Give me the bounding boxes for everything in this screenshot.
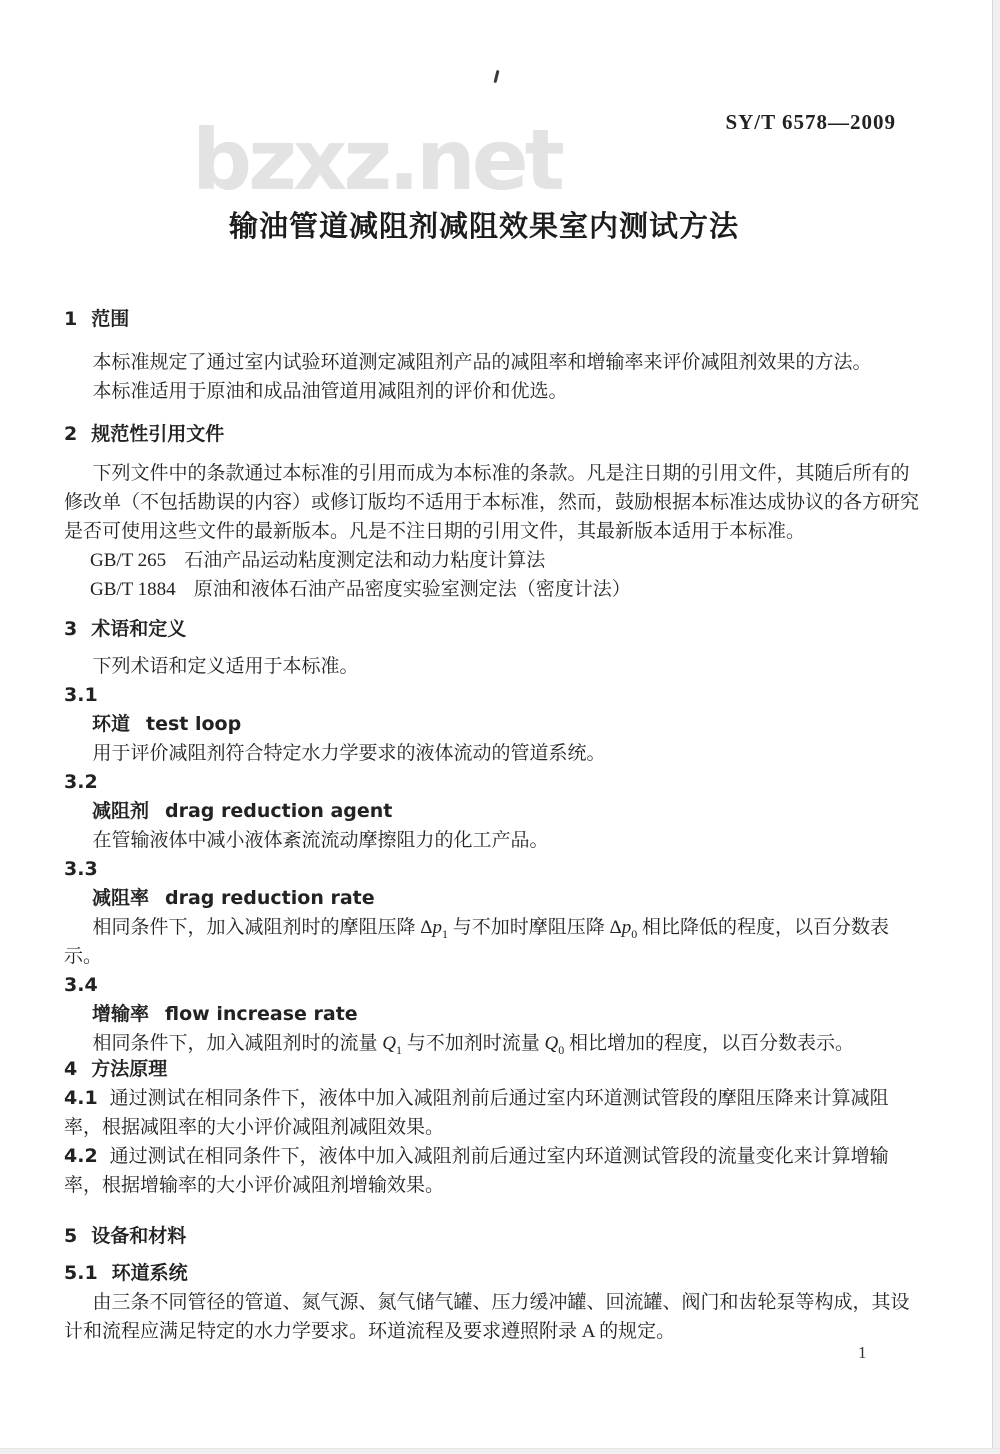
variable-symbol: Q xyxy=(544,1033,559,1054)
term-definition: 用于评价减阻剂符合特定水力学要求的液体流动的管道系统。 xyxy=(92,743,606,764)
paragraph: 本标准适用于原油和成品油管道用减阻剂的评价和优选。 xyxy=(92,381,568,402)
definition-text: 相同条件下，加入减阻剂时的流量 xyxy=(92,1033,383,1054)
subsection-heading-label: 环道系统 xyxy=(111,1262,188,1284)
subscript: 1 xyxy=(441,926,448,941)
term-definition xyxy=(64,1029,926,1058)
variable-symbol: p xyxy=(621,917,632,938)
term-number: 3.2 xyxy=(64,771,98,793)
clause-text: 通过测试在相同条件下，液体中加入减阻剂前后通过室内环道测试管段的摩阻压降来计算减阻率，根据减阻率的大小评价减阻剂减阻效果。 xyxy=(64,1088,889,1138)
page-title: 输油管道减阻剂减阻效果室内测试方法 xyxy=(228,209,739,243)
term-title xyxy=(64,884,926,913)
definition-text: 与不加时摩阻压降 Δ xyxy=(447,917,622,938)
subscript: 0 xyxy=(558,1042,565,1057)
scan-edge-bottom xyxy=(0,1448,1000,1454)
variable-symbol: Q xyxy=(382,1033,396,1054)
term-en: flow increase rate xyxy=(165,1003,358,1025)
reference-title: 原油和液体石油产品密度实验室测定法（密度计法） xyxy=(193,579,631,600)
subscript: 1 xyxy=(396,1042,402,1057)
subsection-number: 5.1 xyxy=(64,1262,98,1284)
term-zh: 减阻剂 xyxy=(92,800,150,822)
section-heading xyxy=(64,420,926,449)
section-heading xyxy=(64,1055,926,1084)
clause-number: 4.2 xyxy=(64,1145,98,1167)
term-definition xyxy=(64,913,926,971)
term-zh: 减阻率 xyxy=(92,887,150,909)
section-number: 5 xyxy=(64,1225,78,1247)
section-references xyxy=(64,420,926,604)
term-item xyxy=(64,768,926,855)
subscript: 0 xyxy=(631,926,638,941)
reference-item xyxy=(64,575,926,604)
section-heading xyxy=(64,615,926,644)
term-en: drag reduction rate xyxy=(165,887,375,909)
term-definition: 在管输液体中减小液体紊流流动摩擦阻力的化工产品。 xyxy=(92,830,549,851)
term-en: drag reduction agent xyxy=(165,800,393,822)
reference-code: GB/T 1884 xyxy=(90,579,176,600)
definition-text: 相同条件下，加入减阻剂时的摩阻压降 Δ xyxy=(92,917,433,938)
clause-text: 通过测试在相同条件下，液体中加入减阻剂前后通过室内环道测试管段的流量变化来计算增输率，根据增输率的大小评价减阻剂增输效果。 xyxy=(64,1146,889,1196)
term-number: 3.1 xyxy=(64,684,98,706)
section-equipment xyxy=(64,1222,926,1346)
section-principle xyxy=(64,1055,926,1200)
term-zh: 增输率 xyxy=(92,1003,150,1025)
section-terms xyxy=(64,615,926,1058)
definition-text: 与不加剂时流量 xyxy=(402,1033,545,1054)
term-number: 3.3 xyxy=(64,858,98,880)
section-heading xyxy=(64,1222,926,1251)
standard-code: SY/T 6578—2009 xyxy=(725,110,896,134)
stray-mark-icon xyxy=(493,70,499,83)
paragraph: 本标准规定了通过室内试验环道测定减阻剂产品的减阻率和增输率来评价减阻剂效果的方法。 xyxy=(92,352,872,373)
section-scope xyxy=(64,305,926,406)
definition-text: 相比增加的程度，以百分数表示。 xyxy=(564,1033,855,1054)
definition-text: 相比降低的程度，以百分数表示。 xyxy=(64,917,889,967)
term-en: test loop xyxy=(146,713,242,735)
watermark: bzxz.net xyxy=(192,111,561,209)
paragraph: 下列文件中的条款通过本标准的引用而成为本标准的条款。凡是注日期的引用文件，其随后所有的修改单（不包括勘误的内容）或修订版均不适用于本标准，然而，鼓励根据本标准达成协议的各方研究是否可使用这些文件的最新版本。凡是不注日期的引用文件，其最新版本适用于本标准。 xyxy=(64,463,920,542)
section-number: 4 xyxy=(64,1058,78,1080)
term-item xyxy=(64,971,926,1058)
page-number: 1 xyxy=(858,1343,867,1362)
clause-number: 4.1 xyxy=(64,1087,98,1109)
paragraph: 下列术语和定义适用于本标准。 xyxy=(92,656,359,677)
section-heading-label: 范围 xyxy=(91,308,130,330)
variable-symbol: p xyxy=(432,917,442,938)
paragraph: 由三条不同管径的管道、氮气源、氮气储气罐、压力缓冲罐、回流罐、阀门和齿轮泵等构成，其设计和流程应满足特定的水力学要求。环道流程及要求遵照附录 A 的规定。 xyxy=(64,1292,910,1342)
section-heading-label: 规范性引用文件 xyxy=(91,423,225,445)
section-number: 2 xyxy=(64,423,78,445)
numbered-paragraph xyxy=(64,1142,926,1200)
section-number: 3 xyxy=(64,618,78,640)
scan-edge-right xyxy=(992,0,1000,1454)
term-item xyxy=(64,855,926,971)
term-title xyxy=(64,797,926,826)
term-title xyxy=(64,710,926,739)
section-heading xyxy=(64,305,926,334)
term-item xyxy=(64,681,926,768)
subsection-heading xyxy=(64,1259,926,1288)
reference-title: 石油产品运动粘度测定法和动力粘度计算法 xyxy=(184,550,546,571)
reference-code: GB/T 265 xyxy=(90,550,167,571)
section-heading-label: 方法原理 xyxy=(91,1058,168,1080)
section-heading-label: 术语和定义 xyxy=(91,618,187,640)
reference-item xyxy=(64,546,926,575)
section-number: 1 xyxy=(64,308,78,330)
section-heading-label: 设备和材料 xyxy=(91,1225,187,1247)
term-number: 3.4 xyxy=(64,974,98,996)
term-title xyxy=(64,1000,926,1029)
term-zh: 环道 xyxy=(92,713,131,735)
numbered-paragraph xyxy=(64,1084,926,1142)
